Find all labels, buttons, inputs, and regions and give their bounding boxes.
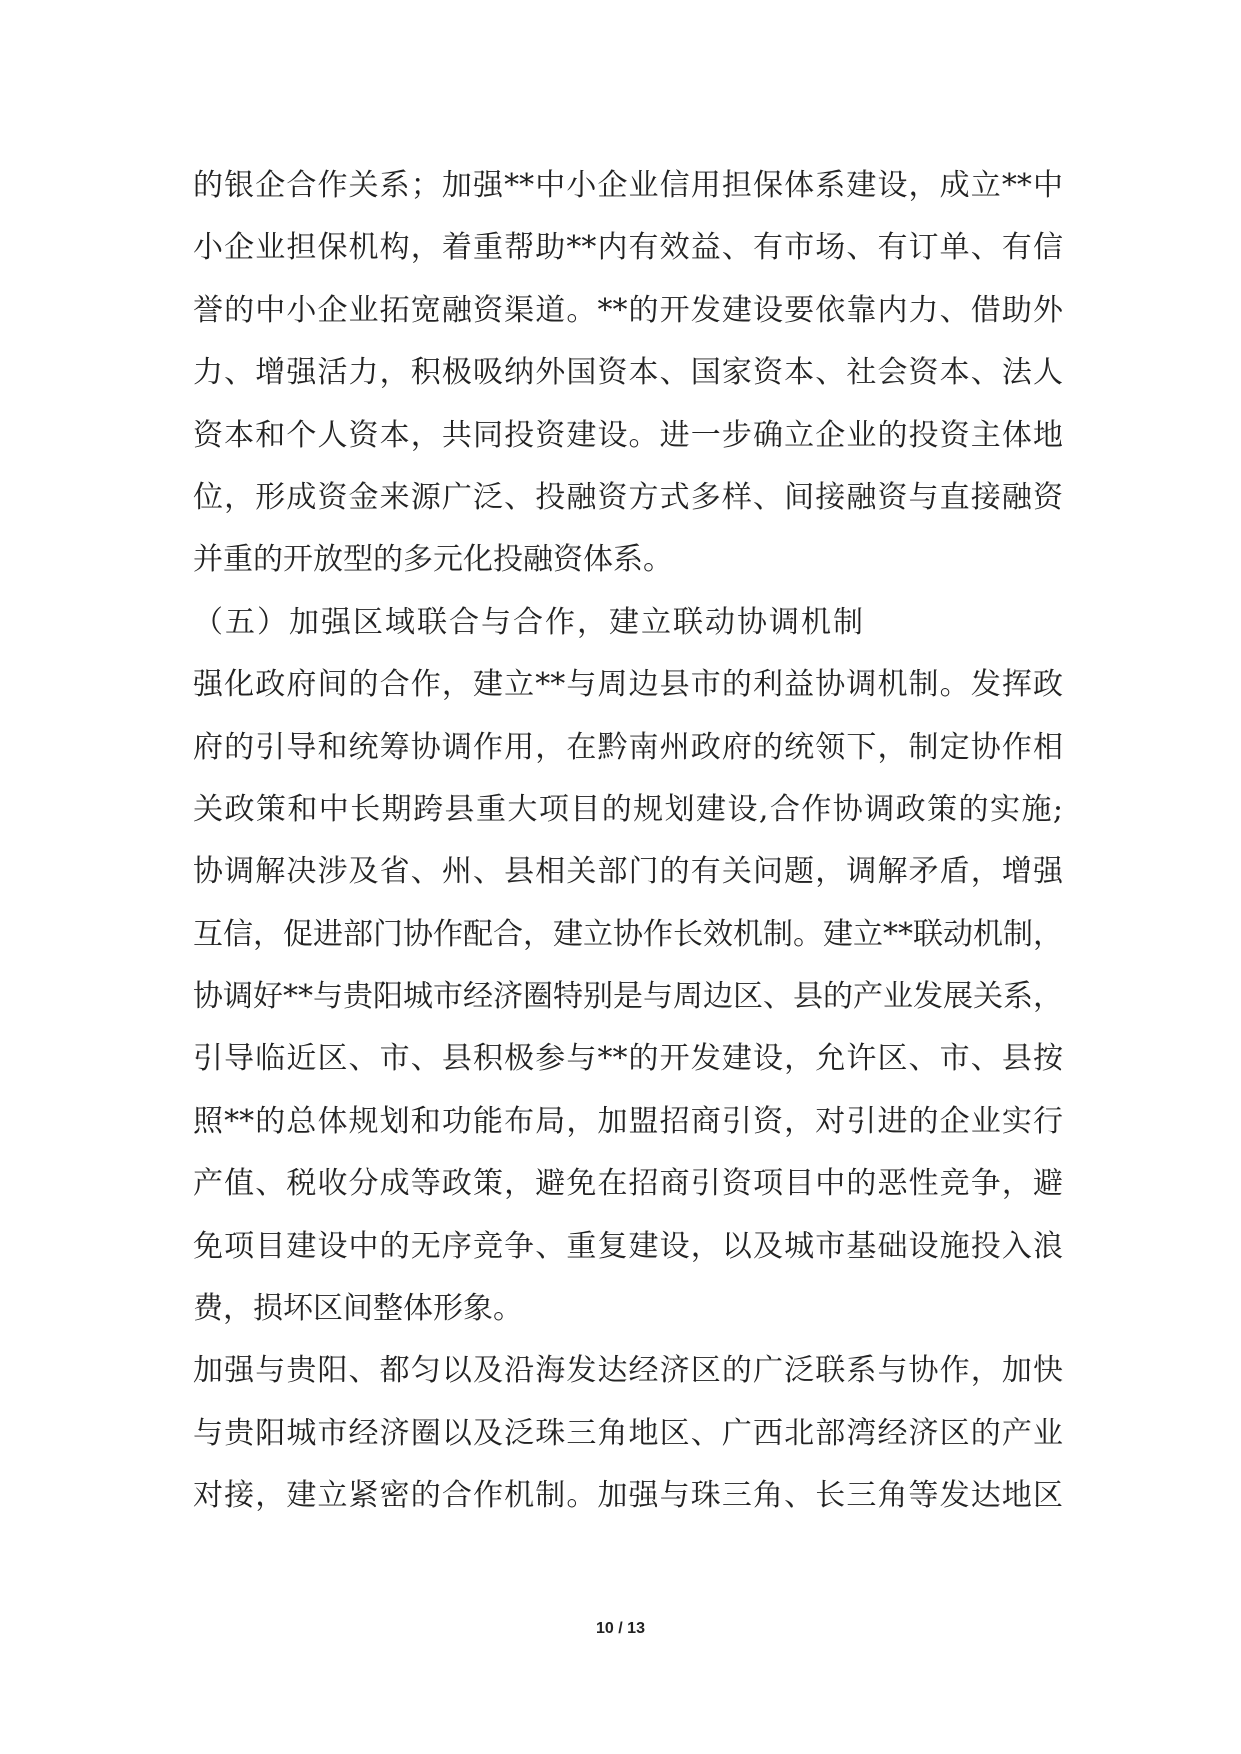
body-line: 府的引导和统筹协调作用，在黔南州政府的统领下，制定协作相 — [193, 729, 1063, 765]
body-line: 协调解决涉及省、州、县相关部门的有关问题，调解矛盾，增强 — [193, 854, 1063, 890]
body-line: 引导临近区、市、县积极参与**的开发建设，允许区、市、县按 — [193, 1041, 1063, 1077]
body-line: 的银企合作关系；加强**中小企业信用担保体系建设，成立**中 — [193, 168, 1063, 203]
body-line: 强化政府间的合作，建立**与周边县市的利益协调机制。发挥政 — [193, 667, 1063, 703]
body-line: 照**的总体规划和功能布局，加盟招商引资，对引进的企业实行 — [193, 1103, 1063, 1139]
body-line: 协调好**与贵阳城市经济圈特别是与周边区、县的产业发展关系， — [193, 979, 1063, 1015]
body-line: 与贵阳城市经济圈以及泛珠三角地区、广西北部湾经济区的产业 — [193, 1415, 1063, 1451]
body-line: 费，损坏区间整体形象。 — [193, 1291, 523, 1327]
body-line: 力、增强活力，积极吸纳外国资本、国家资本、社会资本、法人 — [193, 355, 1063, 391]
body-line: 加强与贵阳、都匀以及沿海发达经济区的广泛联系与协作，加快 — [193, 1353, 1063, 1389]
document-body — [193, 155, 1063, 1528]
page-number: 10 / 13 — [596, 1620, 645, 1637]
body-line: 位，形成资金来源广泛、投融资方式多样、间接融资与直接融资 — [193, 479, 1063, 515]
body-line: 产值、税收分成等政策，避免在招商引资项目中的恶性竞争，避 — [193, 1166, 1063, 1202]
body-line: 关政策和中长期跨县重大项目的规划建设,合作协调政策的实施; — [193, 791, 1063, 827]
body-line: 誉的中小企业拓宽融资渠道。**的开发建设要依靠内力、借助外 — [193, 292, 1063, 328]
body-line: 免项目建设中的无序竞争、重复建设，以及城市基础设施投入浪 — [193, 1228, 1063, 1264]
body-line: 资本和个人资本，共同投资建设。进一步确立企业的投资主体地 — [193, 417, 1063, 453]
body-line: 并重的开放型的多元化投融资体系。 — [193, 542, 673, 578]
body-line: 互信，促进部门协作配合，建立协作长效机制。建立**联动机制， — [193, 916, 1063, 952]
body-line: 对接，建立紧密的合作机制。加强与珠三角、长三角等发达地区 — [193, 1478, 1063, 1514]
body-line: 小企业担保机构，着重帮助**内有效益、有市场、有订单、有信 — [193, 230, 1063, 266]
section-heading: （五）加强区域联合与合作，建立联动协调机制 — [193, 604, 865, 640]
